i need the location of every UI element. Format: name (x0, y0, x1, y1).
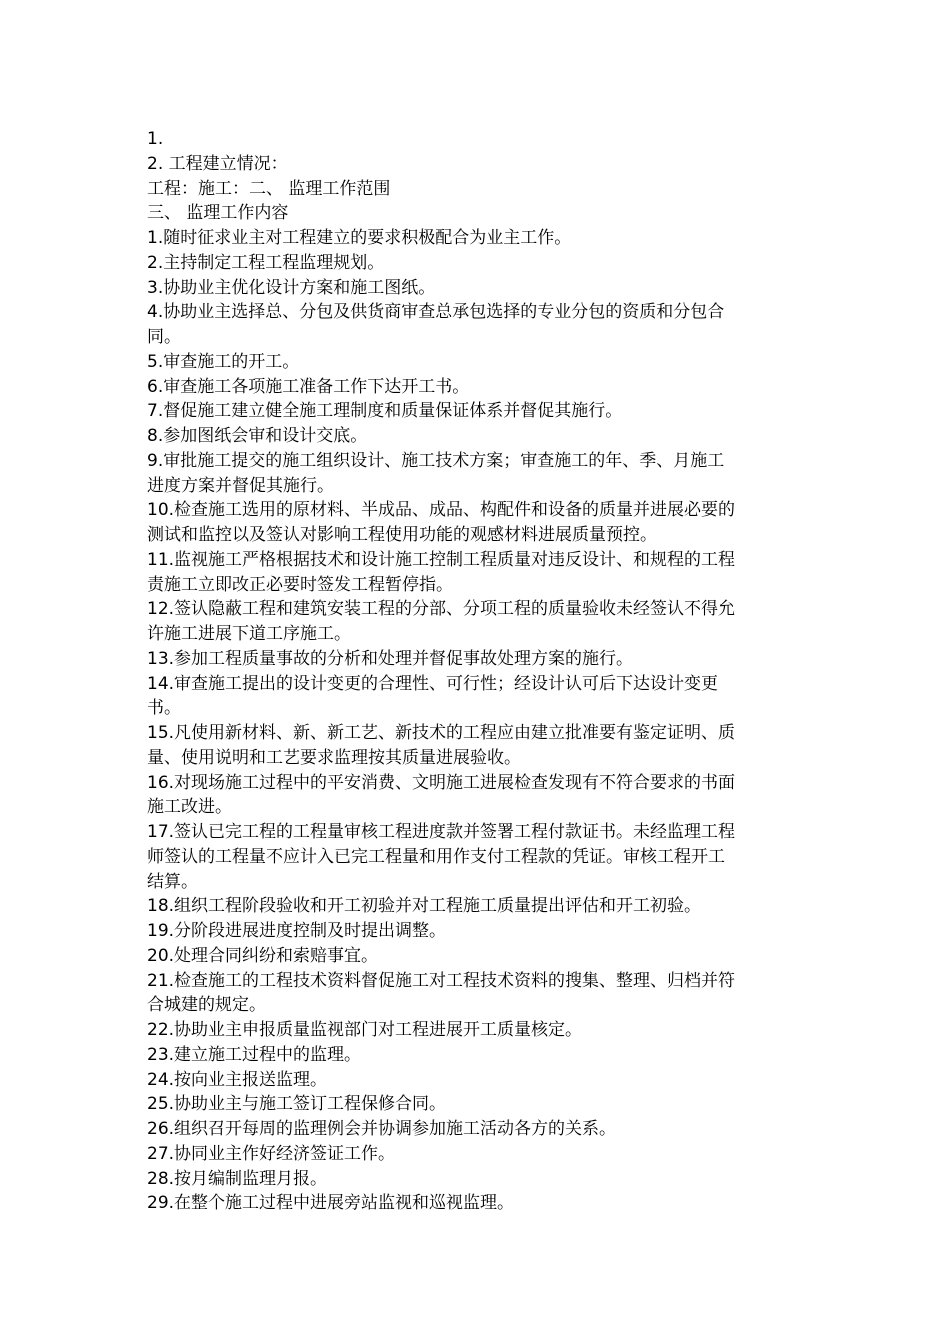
list-item-line: 6.审查施工各项施工准备工作下达开工书。 (147, 376, 470, 397)
list-item-line: 2.主持制定工程工程监理规划。 (147, 252, 385, 273)
list-item-line: 24.按向业主报送监理。 (147, 1069, 328, 1090)
list-item-line: 17.签认已完工程的工程量审核工程进度款并签署工程付款证书。未经监理工程 (147, 822, 736, 842)
text-line-2: 2. 工程建立情况： (147, 153, 288, 174)
list-item-line: 29.在整个施工过程中进展旁站监视和巡视监理。 (147, 1193, 515, 1214)
list-item-line: 7.督促施工建立健全施工理制度和质量保证体系并督促其施行。 (147, 401, 623, 422)
list-item-line: 进度方案并督促其施行。 (147, 475, 334, 496)
text-line-1: 1. (147, 129, 164, 149)
list-item-line: 13.参加工程质量事故的分析和处理并督促事故处理方案的施行。 (147, 648, 634, 669)
list-item-line: 14.审查施工提出的设计变更的合理性、可行性；经设计认可后下达设计变更 (147, 673, 719, 694)
text-line-3: 工程：施工：二、 监理工作范围 (147, 178, 391, 199)
list-item-line: 28.按月编制监理月报。 (147, 1168, 328, 1189)
list-item-line: 12.签认隐蔽工程和建筑安装工程的分部、分项工程的质量验收未经签认不得允 (147, 599, 736, 620)
list-item-line: 测试和监控以及签认对影响工程使用功能的观感材料进展质量预控。 (147, 525, 657, 545)
list-item-line: 责施工立即改正必要时签发工程暂停指。 (147, 574, 453, 595)
list-item-line: 结算。 (147, 871, 198, 892)
list-item-line: 18.组织工程阶段验收和开工初验并对工程施工质量提出评估和开工初验。 (147, 896, 702, 917)
list-item-line: 许施工进展下道工序施工。 (147, 624, 351, 644)
list-item-line: 21.检查施工的工程技术资料督促施工对工程技术资料的搜集、整理、归档并符 (147, 970, 736, 991)
list-item-line: 合城建的规定。 (147, 995, 266, 1016)
list-item-line: 11.监视施工严格根据技术和设计施工控制工程质量对违反设计、和规程的工程 (147, 549, 736, 570)
list-item-line: 10.检查施工选用的原材料、半成品、成品、构配件和设备的质量并进展必要的 (147, 500, 736, 521)
list-item-line: 施工改进。 (147, 797, 232, 818)
list-item-line: 5.审查施工的开工。 (147, 351, 300, 372)
list-item-line: 4.协助业主选择总、分包及供货商审查总承包选择的专业分包的资质和分包合 (147, 302, 725, 323)
list-item-line: 1.随时征求业主对工程建立的要求积极配合为业主工作。 (147, 228, 572, 248)
list-item-line: 16.对现场施工过程中的平安消费、文明施工进展检查发现有不符合要求的书面 (147, 772, 736, 793)
list-item-line: 22.协助业主申报质量监视部门对工程进展开工质量核定。 (147, 1020, 583, 1040)
list-item-line: 23.建立施工过程中的监理。 (147, 1044, 362, 1065)
list-item-line: 3.协助业主优化设计方案和施工图纸。 (147, 277, 436, 298)
document-body (147, 127, 817, 1216)
list-item-line: 20.处理合同纠纷和索赔事宜。 (147, 945, 379, 966)
list-item-line: 量、使用说明和工艺要求监理按其质量进展验收。 (147, 747, 521, 768)
list-item-line: 9.审批施工提交的施工组织设计、施工技术方案；审查施工的年、季、月施工 (147, 450, 725, 471)
list-item-line: 19.分阶段进展进度控制及时提出调整。 (147, 921, 447, 941)
section-heading: 三、 监理工作内容 (147, 203, 289, 224)
list-item-line: 15.凡使用新材料、新、新工艺、新技术的工程应由建立批准要有鉴定证明、质 (147, 723, 736, 743)
list-item-line: 师签认的工程量不应计入已完工程量和用作支付工程款的凭证。审核工程开工 (147, 846, 725, 867)
list-item-line: 26.组织召开每周的监理例会并协调参加施工活动各方的关系。 (147, 1119, 617, 1139)
list-item-line: 27.协同业主作好经济签证工作。 (147, 1143, 396, 1164)
list-item-line: 书。 (147, 698, 181, 719)
list-item-line: 25.协助业主与施工签订工程保修合同。 (147, 1094, 447, 1115)
list-item-line: 8.参加图纸会审和设计交底。 (147, 426, 368, 446)
list-item-line: 同。 (147, 327, 181, 347)
